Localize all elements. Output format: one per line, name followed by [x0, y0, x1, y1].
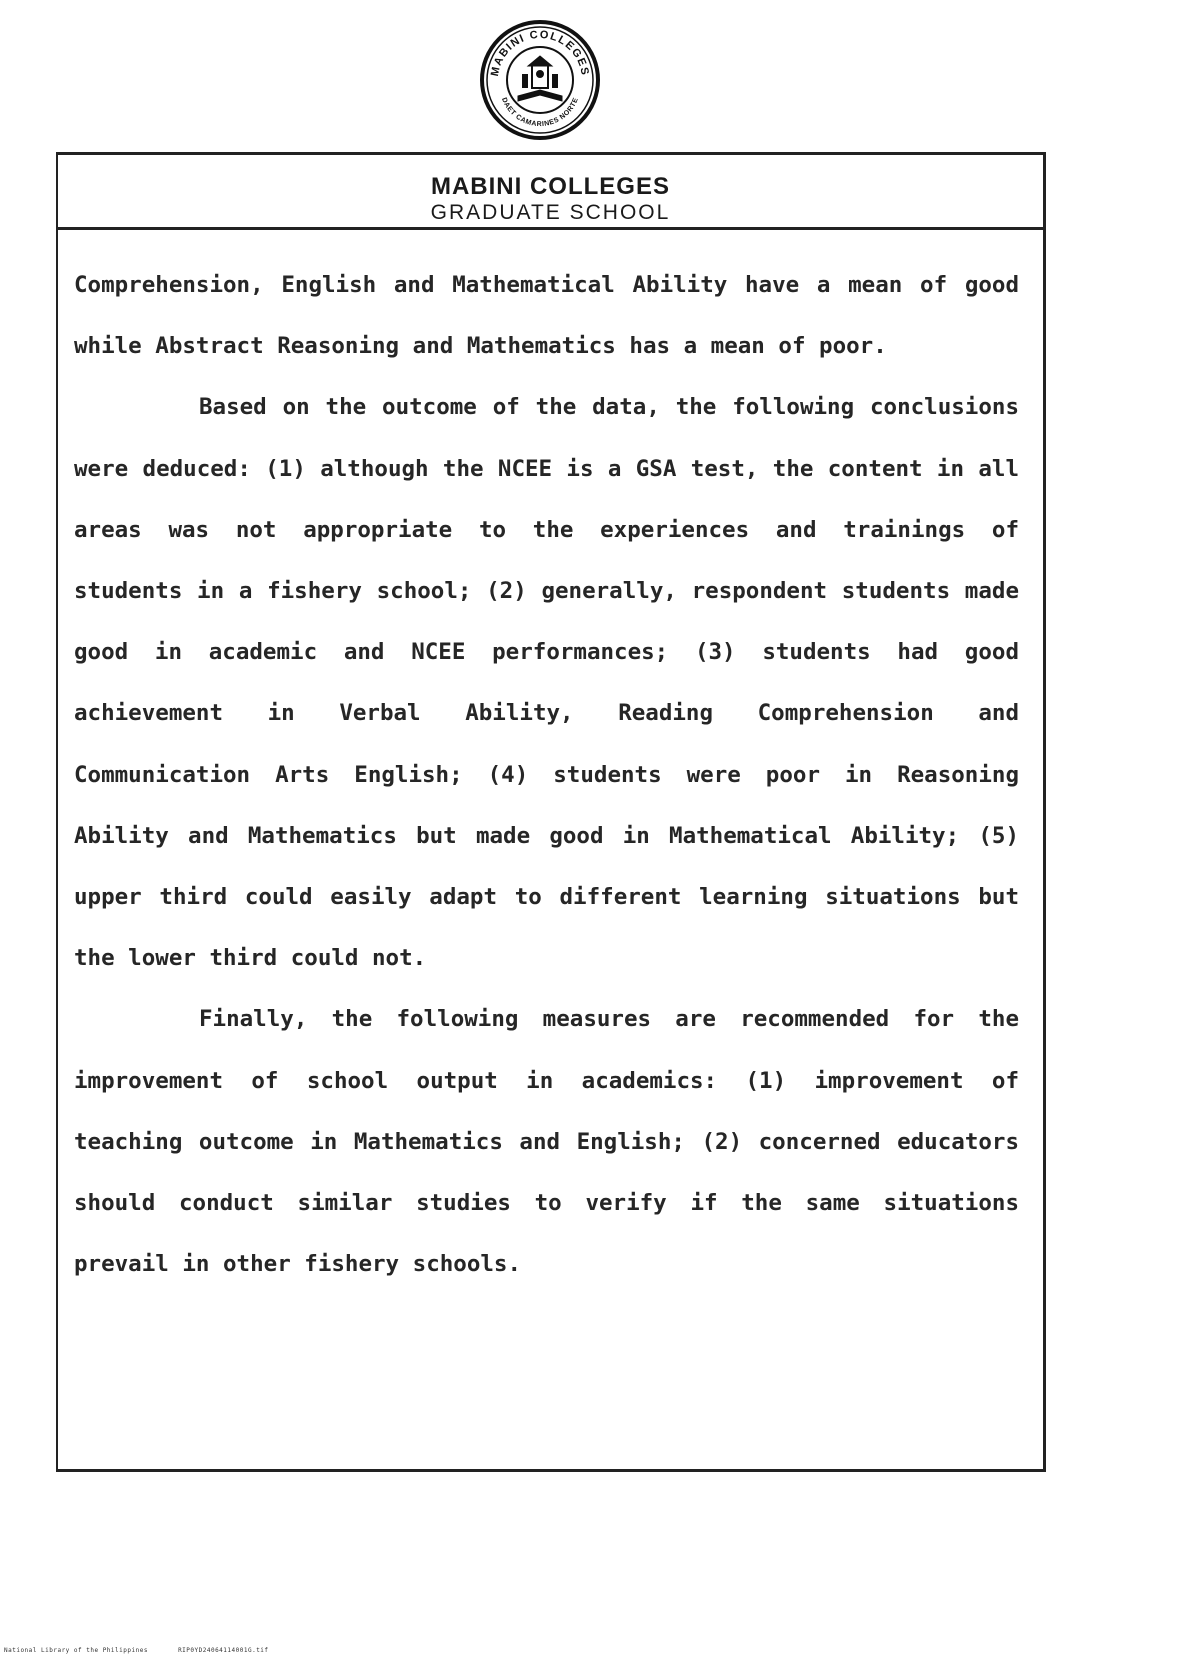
paragraph-3: Finally, the following measures are recommended for the improvement of school output in academics: (1) improvement of teaching outcome in Mathematics and English; (2) concerned educators should conduct similar studies to verify if the same situations prevail in other fishery schools. [74, 1006, 1019, 1278]
seal-ring-text-bottom: DAET CAMARINES NORTE [500, 96, 580, 129]
college-seal [478, 18, 602, 142]
seal-ring-text-top: MABINI COLLEGES [488, 28, 591, 78]
body-text [74, 255, 1019, 1295]
header-divider [58, 227, 1043, 230]
paragraph-2: Based on the outcome of the data, the following conclusions were deduced: (1) although the NCEE is a GSA test, the content in all areas was not appropriate to the experiences and trainings of students in a fishery school; (2) generally, respondent students made good in academic and NCEE performances; (3) students had good achievement in Verbal Ability, Reading Comprehension and Communication Arts English; (4) students were poor in Reasoning Ability and Mathematics but made good in Mathematical Ability; (5) upper third could easily adapt to different learning situations but the lower third could not. [74, 394, 1019, 972]
college-name: MABINI COLLEGES [430, 173, 670, 200]
letterhead [58, 173, 1043, 225]
footer-library: National Library of the Philippines [4, 1647, 148, 1654]
paragraph-1: Comprehension, English and Mathematical Ability have a mean of good while Abstract Reasoning and Mathematics has a mean of poor. [74, 272, 1019, 360]
scan-footer [4, 1647, 295, 1654]
document-frame [56, 152, 1046, 1472]
school-name: GRADUATE SCHOOL [430, 201, 671, 224]
footer-file-id: RIP0YD24064114001G.tif [178, 1647, 269, 1654]
